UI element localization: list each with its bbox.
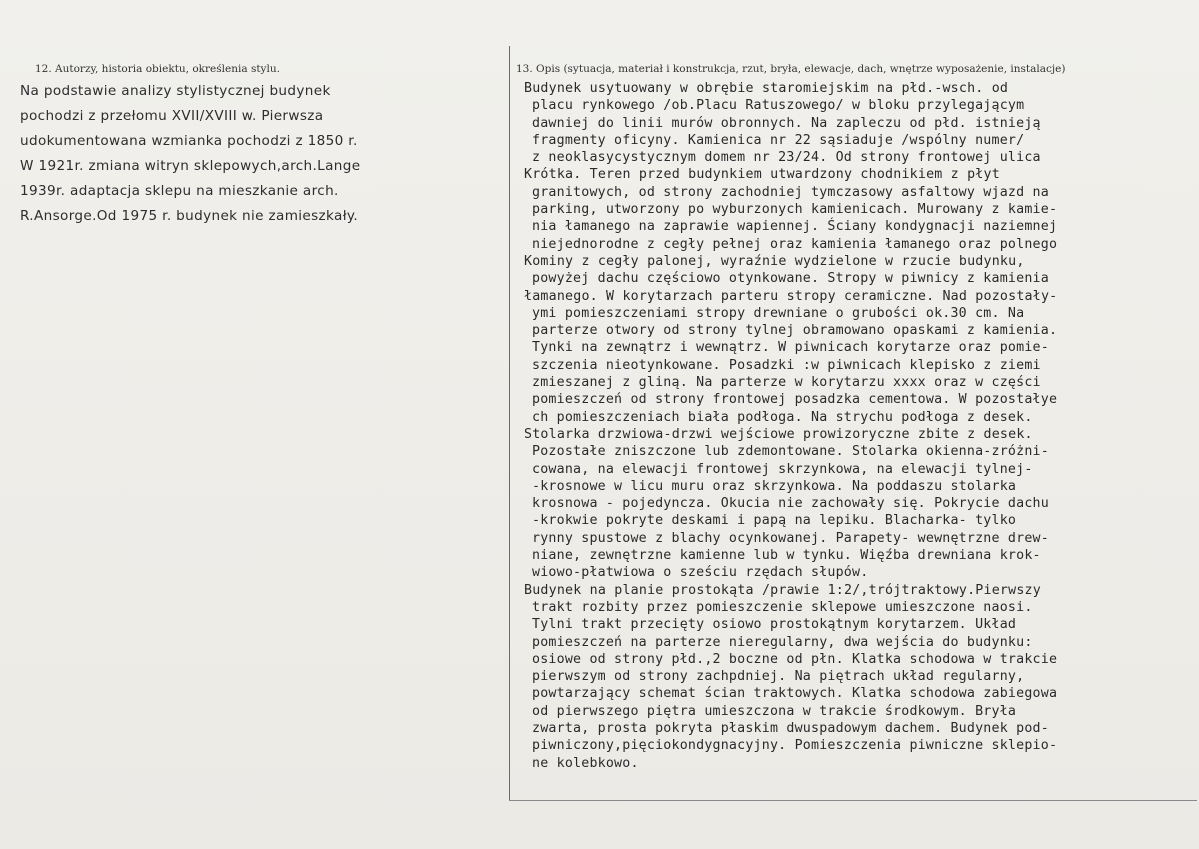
left-text-line: pochodzi z przełomu XVII/XVIII w. Pierwsza [20, 107, 324, 124]
left-text-line: udokumentowana wzmianka pochodzi z 1850 r. [20, 132, 358, 149]
right-text-line: krosnowa - pojedyncza. Okucia nie zachowały się. Pokrycie dachu [532, 496, 1049, 512]
right-text-line: nia łamanego na zaprawie wapiennej. Ściany kondygnacji naziemnej [532, 219, 1058, 235]
section-12-text [20, 79, 500, 228]
right-text-line: Krótka. Teren przed budynkiem utwardzony chodnikiem z płyt [524, 167, 1000, 183]
right-text-line: powyżej dachu częściowo otynkowane. Stropy w piwnicy z kamienia [532, 271, 1049, 287]
left-text-line: R.Ansorge.Od 1975 r. budynek nie zamieszkały. [20, 207, 359, 224]
right-text-line: Budynek na planie prostokąta /prawie 1:2/,trójtraktowy.Pierwszy [524, 582, 1041, 598]
right-text-line: Pozostałe zniszczone lub zdemontowane. Stolarka okienna-zróżni- [532, 444, 1049, 460]
section-12-heading: 12. Autorzy, historia obiektu, określenia stylu. [35, 63, 280, 75]
right-text-line: piwniczony,pięciokondygnacyjny. Pomieszczenia piwniczne sklepio- [532, 738, 1058, 754]
right-text-line: pierwszym od strony zachpdniej. Na piętrach układ regularny, [532, 669, 1025, 685]
right-text-line: granitowych, od strony zachodniej tymczasowy asfaltowy wjazd na [532, 184, 1049, 200]
right-text-line: zmieszanej z gliną. Na parterze w korytarzu xxxx oraz w części [532, 375, 1041, 391]
right-text-line: Stolarka drzwiowa-drzwi wejściowe prowizoryczne zbite z desek. [524, 426, 1033, 442]
right-text-line: ymi pomieszczeniami stropy drewniane o grubości ok.30 cm. Na [532, 305, 1025, 321]
right-text-line: parking, utworzony po wyburzonych kamienicach. Murowany z kamie- [532, 202, 1058, 218]
right-text-line: łamanego. W korytarzach parteru stropy ceramiczne. Nad pozostały- [524, 288, 1058, 304]
right-text-line: cowana, na elewacji frontowej skrzynkowa, na elewacji tylnej- [532, 461, 1033, 477]
right-text-line: pomieszczeń na parterze nieregularny, dwa wejścia do budynku: [532, 634, 1033, 650]
right-text-line: powtarzający schemat ścian traktowych. Klatka schodowa zabiegowa [532, 686, 1058, 702]
right-text-line: osiowe od strony płd.,2 boczne od płn. Klatka schodowa w trakcie [532, 651, 1058, 667]
right-text-line: od pierwszego piętra umieszczona w trakcie środkowym. Bryła [532, 703, 1017, 719]
right-text-line: z neoklasycystycznym domem nr 23/24. Od strony frontowej ulica [532, 150, 1041, 166]
right-text-line: trakt rozbity przez pomieszczenie sklepowe umieszczone naosi. [532, 599, 1033, 615]
right-text-line: rynny spustowe z blachy ocynkowanej. Parapety- wewnętrzne drew- [532, 530, 1049, 546]
right-text-line: niane, zewnętrzne kamienne lub w tynku. Więźba drewniana krok- [532, 548, 1041, 564]
right-text-line: ch pomieszczeniach biała podłoga. Na strychu podłoga z desek. [532, 409, 1033, 425]
right-text-line: niejednorodne z cegły pełnej oraz kamienia łamanego oraz polnego [532, 236, 1058, 252]
bottom-rule [509, 800, 1197, 801]
section-13-text [524, 80, 1196, 772]
right-text-line: parterze otwory od strony tylnej obramowano opaskami z kamienia. [532, 323, 1058, 339]
right-text-line: placu rynkowego /ob.Placu Ratuszowego/ w bloku przylegającym [532, 98, 1025, 114]
right-text-line: -krosnowe w licu muru oraz skrzynkowa. Na poddaszu stolarka [532, 478, 1017, 494]
right-text-line: Kominy z cegły palonej, wyraźnie wydzielone w rzucie budynku, [524, 253, 1025, 269]
right-text-line: pomieszczeń od strony frontowej posadzka cementowa. W pozostałye [532, 392, 1058, 408]
right-text-line: Tylni trakt przecięty osiowo prostokątnym korytarzem. Układ [532, 617, 1017, 633]
right-text-line: Tynki na zewnątrz i wewnątrz. W piwnicach korytarze oraz pomie- [532, 340, 1049, 356]
right-text-line: szczenia nieotynkowane. Posadzki :w piwnicach klepisko z ziemi [532, 357, 1041, 373]
right-text-line: Budynek usytuowany w obrębie staromiejskim na płd.-wsch. od [524, 81, 1009, 96]
left-text-line: 1939r. adaptacja sklepu na mieszkanie arch. [20, 182, 339, 199]
left-text-line: Na podstawie analizy stylistycznej budynek [20, 83, 331, 99]
right-text-line: ne kolebkowo. [532, 755, 639, 771]
left-text-line: W 1921r. zmiana witryn sklepowych,arch.Lange [20, 157, 361, 174]
right-text-line: -krokwie pokryte deskami i papą na lepiku. Blacharka- tylko [532, 513, 1017, 529]
right-text-line: dawniej do linii murów obronnych. Na zapleczu od płd. istnieją [532, 115, 1041, 131]
column-divider [509, 46, 510, 801]
right-text-line: fragmenty oficyny. Kamienica nr 22 sąsiaduje /wspólny numer/ [532, 132, 1025, 148]
right-text-line: wiowo-płatwiowa o sześciu rzędach słupów. [532, 565, 869, 581]
section-13-heading: 13. Opis (sytuacja, materiał i konstrukcja, rzut, bryła, elewacje, dach, wnętrze wyposażenie, instalacje) [516, 63, 1066, 75]
right-text-line: zwarta, prosta pokryta płaskim dwuspadowym dachem. Budynek pod- [532, 720, 1049, 736]
